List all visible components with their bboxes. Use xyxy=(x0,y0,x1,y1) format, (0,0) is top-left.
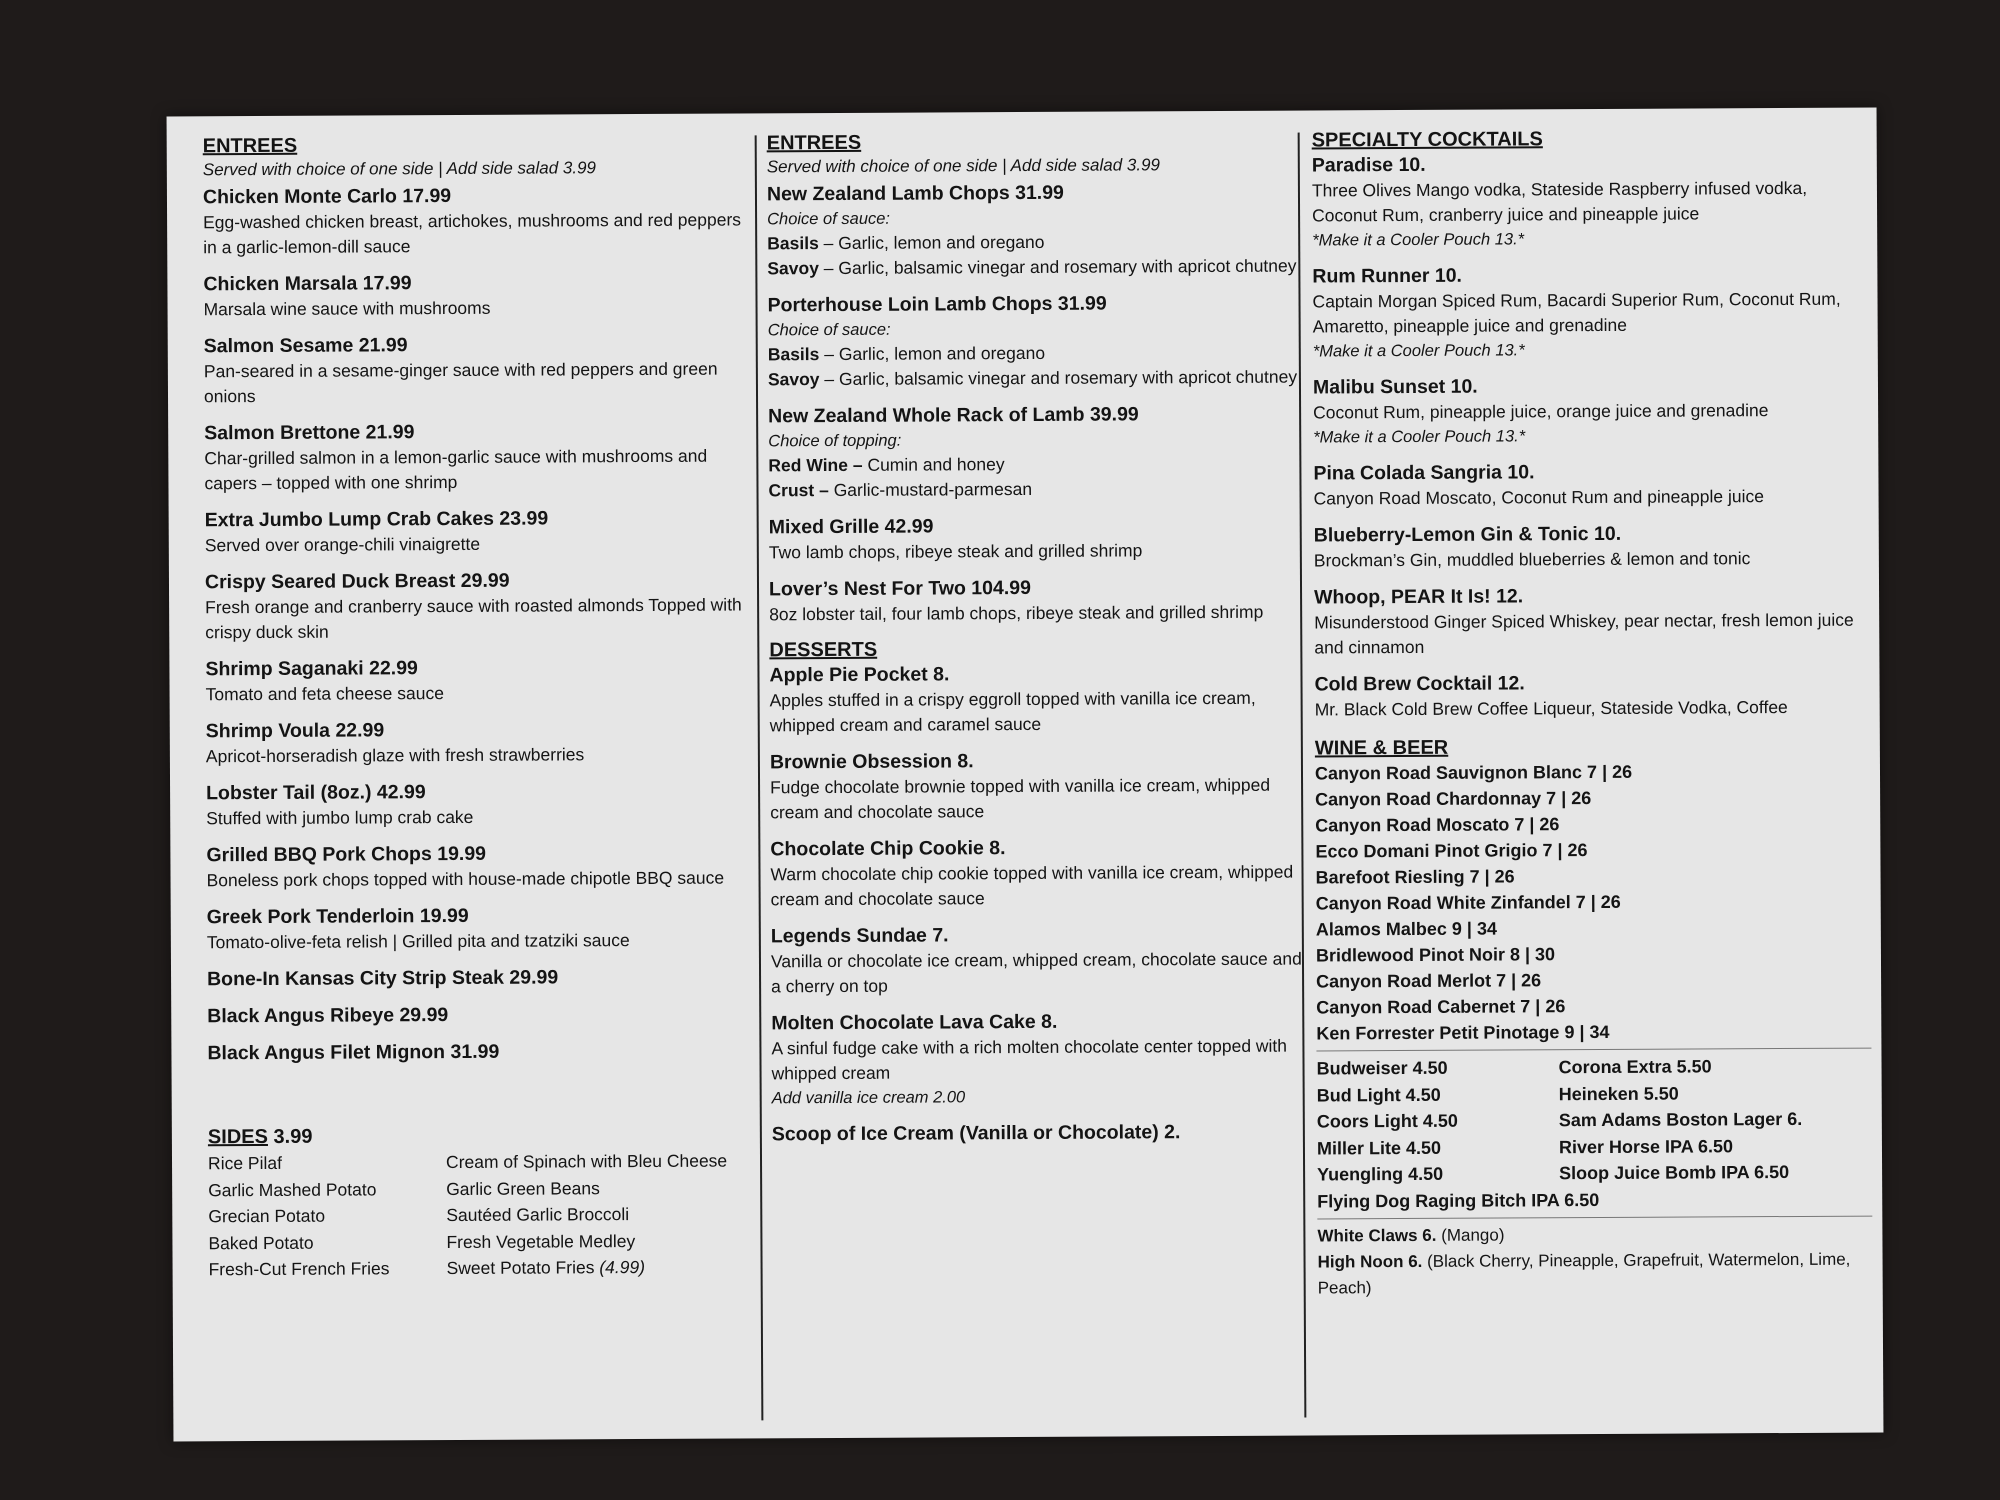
sides-price: 3.99 xyxy=(273,1125,313,1148)
sides-title: SIDES xyxy=(207,1125,268,1149)
menu-item: Scoop of Ice Cream (Vanilla or Chocolate) 2. xyxy=(771,1121,1181,1146)
menu-item xyxy=(1314,520,1869,574)
item-note: *Make it a Cooler Pouch 13.* xyxy=(1313,427,1526,447)
sides-left-column xyxy=(208,1149,447,1283)
list-item: Rice Pilaf xyxy=(207,1152,282,1174)
list-item: Bud Light 4.50 xyxy=(1316,1084,1441,1105)
list-item: Garlic Green Beans xyxy=(446,1177,600,1199)
menu-item xyxy=(206,715,746,769)
item-name: Blueberry-Lemon Gin & Tonic 10. xyxy=(1313,522,1622,547)
list-item: Canyon Road Merlot 7 | 26 xyxy=(1316,970,1542,992)
menu-item xyxy=(206,777,746,831)
item-name: Paradise 10. xyxy=(1311,153,1426,177)
desserts-title: DESSERTS xyxy=(769,638,878,662)
item-name: Grilled BBQ Pork Chops 19.99 xyxy=(206,842,487,867)
item-name: Rum Runner 10. xyxy=(1312,264,1462,288)
menu-item xyxy=(1314,582,1869,661)
list-item: Barefoot Riesling 7 | 26 xyxy=(1315,866,1515,888)
divider xyxy=(1317,1215,1872,1219)
menu-item xyxy=(769,660,1304,739)
sides-right-column xyxy=(446,1148,728,1282)
menu-item: New Zealand Whole Rack of Lamb 39.99 Choice of topping: Red Wine – Cumin and honey Crust – Garlic-mustard-parmesan xyxy=(768,403,1139,501)
item-name: Salmon Sesame 21.99 xyxy=(203,334,408,358)
item-description: Vanilla or chocolate ice cream, whipped cream, chocolate sauce and a cherry on top xyxy=(770,948,1302,997)
item-description: Coconut Rum, pineapple juice, orange juice and grenadine xyxy=(1313,400,1769,423)
divider xyxy=(1316,1048,1871,1052)
section-title: ENTREES xyxy=(766,131,862,155)
menu-item xyxy=(203,181,743,260)
list-item: Fresh-Cut French Fries xyxy=(208,1258,390,1280)
item-name: Black Angus Filet Mignon 31.99 xyxy=(207,1040,500,1065)
item-description: Warm chocolate chip cookie topped with vanilla ice cream, whipped cream and chocolate sauce xyxy=(770,861,1294,910)
menu-item xyxy=(1313,372,1868,450)
item-note: *Make it a Cooler Pouch 13.* xyxy=(1312,230,1525,250)
item-name: Crispy Seared Duck Breast 29.99 xyxy=(204,569,510,594)
list-item: Fresh Vegetable Medley xyxy=(446,1230,636,1252)
list-item: Sam Adams Boston Lager 6. xyxy=(1558,1108,1803,1131)
item-name: Pina Colada Sangria 10. xyxy=(1313,461,1535,485)
list-item: Canyon Road White Zinfandel 7 | 26 xyxy=(1315,891,1621,914)
item-name: Chicken Monte Carlo 17.99 xyxy=(202,184,452,209)
list-item: Canyon Road Chardonnay 7 | 26 xyxy=(1315,788,1592,810)
beer-list xyxy=(1316,1053,1872,1188)
item-name: Brownie Obsession 8. xyxy=(769,750,974,774)
item-name: Chicken Marsala 17.99 xyxy=(203,272,412,296)
list-item: Bridlewood Pinot Noir 8 | 30 xyxy=(1315,944,1556,966)
item-name: Cold Brew Cocktail 12. xyxy=(1314,672,1525,696)
list-item: Sautéed Garlic Broccoli xyxy=(446,1204,630,1226)
item-description: Mr. Black Cold Brew Coffee Liqueur, Stateside Vodka, Coffee xyxy=(1314,697,1788,720)
item-description: Misunderstood Ginger Spiced Whiskey, pear nectar, fresh lemon juice and cinnamon xyxy=(1314,609,1854,658)
column-divider xyxy=(755,135,764,1420)
list-item: Grecian Potato xyxy=(208,1205,326,1227)
sides-heading xyxy=(208,1121,748,1150)
item-description: Apricot-horseradish glaze with fresh strawberries xyxy=(205,744,585,767)
menu-item: Lover’s Nest For Two 104.99 8oz lobster tail, four lamb chops, ribeye steak and grilled shrimp xyxy=(768,576,1264,625)
list-item: Miller Lite 4.50 xyxy=(1316,1137,1442,1158)
item-description: Three Olives Mango vodka, Stateside Raspberry infused vodka, Coconut Rum, cranberry juice and pineapple juice xyxy=(1311,177,1808,226)
menu-item xyxy=(204,417,744,496)
section-title: ENTREES xyxy=(202,134,298,158)
menu-item: New Zealand Lamb Chops 31.99 Choice of sauce: Basils – Garlic, lemon and oregano Savoy – Garlic, balsamic vinegar and rosemary with apricot chutney xyxy=(766,181,1297,279)
list-item: Coors Light 4.50 xyxy=(1316,1110,1458,1132)
item-name: Extra Jumbo Lump Crab Cakes 23.99 xyxy=(204,507,549,532)
item-description: Tomato and feta cheese sauce xyxy=(205,683,444,705)
item-name: Salmon Brettone 21.99 xyxy=(204,421,415,445)
entree-list xyxy=(203,181,748,1066)
menu-item xyxy=(203,268,743,322)
menu-item xyxy=(205,566,745,645)
item-name: Chocolate Chip Cookie 8. xyxy=(770,837,1006,861)
item-description: Fudge chocolate brownie topped with vanilla ice cream, whipped cream and chocolate sauce xyxy=(770,774,1271,823)
item-name: Legends Sundae 7. xyxy=(770,924,949,948)
list-item: Alamos Malbec 9 | 34 xyxy=(1315,918,1497,940)
item-description: Served over orange-chili vinaigrette xyxy=(204,533,481,556)
item-name: Apple Pie Pocket 8. xyxy=(769,663,950,687)
list-item: Ken Forrester Petit Pinotage 9 | 34 xyxy=(1316,1021,1610,1044)
menu-item xyxy=(207,1037,747,1066)
wine-beer-title: WINE & BEER xyxy=(1314,736,1449,760)
item-name: Lobster Tail (8oz.) 42.99 xyxy=(206,781,426,805)
list-item: Yuengling 4.50 xyxy=(1317,1163,1444,1185)
menu-item xyxy=(1312,261,1868,364)
menu-item xyxy=(207,1000,747,1029)
menu-item xyxy=(1312,150,1868,253)
list-item: Flying Dog Raging Bitch IPA 6.50 xyxy=(1317,1189,1600,1211)
item-description: Pan-seared in a sesame-ginger sauce with red peppers and green onions xyxy=(203,358,718,407)
sides-list xyxy=(208,1147,749,1282)
menu-item xyxy=(1314,669,1869,723)
list-item: Sloop Juice Bomb IPA 6.50 xyxy=(1559,1162,1790,1184)
cocktails-title: SPECIALTY COCKTAILS xyxy=(1311,128,1543,152)
menu-item xyxy=(204,330,744,409)
item-description: Stuffed with jumbo lump crab cake xyxy=(206,806,474,829)
list-item: Baked Potato xyxy=(208,1232,314,1253)
item-description: Boneless pork chops topped with house-made chipotle BBQ sauce xyxy=(206,867,725,891)
list-item: Heineken 5.50 xyxy=(1558,1083,1679,1104)
drinks-column xyxy=(1312,126,1873,1301)
item-name: Black Angus Ribeye 29.99 xyxy=(207,1004,449,1028)
list-item: White Claws 6. (Mango) xyxy=(1317,1224,1505,1245)
list-item: Corona Extra 5.50 xyxy=(1558,1056,1712,1078)
list-item: Garlic Mashed Potato xyxy=(208,1178,377,1200)
dessert-list xyxy=(769,660,1306,1000)
menu-item xyxy=(207,963,747,992)
item-name: Whoop, PEAR It Is! 12. xyxy=(1314,585,1524,609)
list-item: High Noon 6. (Black Cherry, Pineapple, Grapefruit, Watermelon, Lime, Peach) xyxy=(1317,1249,1851,1297)
item-name: Greek Pork Tenderloin 19.99 xyxy=(206,904,469,929)
entrees-column-2 xyxy=(767,129,1307,1159)
list-item: Ecco Domani Pinot Grigio 7 | 26 xyxy=(1315,840,1588,862)
entrees-column-1 xyxy=(203,131,749,1282)
item-description: Canyon Road Moscato, Coconut Rum and pineapple juice xyxy=(1313,486,1765,509)
cocktail-list xyxy=(1312,150,1870,723)
list-item: Canyon Road Sauvignon Blanc 7 | 26 xyxy=(1314,761,1633,784)
item-description: Brockman’s Gin, muddled blueberries & lemon and tonic xyxy=(1313,548,1751,571)
item-name: Bone-In Kansas City Strip Steak 29.99 xyxy=(207,966,559,991)
wine-list xyxy=(1315,758,1871,1047)
menu-item: Mixed Grille 42.99 Two lamb chops, ribeye steak and grilled shrimp xyxy=(768,515,1143,563)
item-description: Apples stuffed in a crispy eggroll topped with vanilla ice cream, whipped cream and caramel sauce xyxy=(769,687,1256,736)
list-item: Cream of Spinach with Bleu Cheese xyxy=(445,1150,728,1173)
menu-item xyxy=(205,653,745,707)
section-subtitle: Served with choice of one side | Add side salad 3.99 xyxy=(766,155,1161,177)
menu-item: Molten Chocolate Lava Cake 8. A sinful fudge cake with a rich molten chocolate center topped with whipped cream Add vanilla ice cream 2.00 xyxy=(771,1010,1288,1108)
item-name: Shrimp Voula 22.99 xyxy=(205,719,385,743)
list-item: Sweet Potato Fries (4.99) xyxy=(446,1256,646,1279)
list-item: Canyon Road Cabernet 7 | 26 xyxy=(1316,996,1566,1018)
menu-item xyxy=(1313,458,1868,512)
item-description: Char-grilled salmon in a lemon-garlic sauce with mushrooms and capers – topped with one shrimp xyxy=(204,445,708,494)
menu-paper xyxy=(167,108,1884,1442)
menu-item xyxy=(770,834,1305,913)
item-name: Shrimp Saganaki 22.99 xyxy=(205,657,418,681)
item-description: Marsala wine sauce with mushrooms xyxy=(203,297,491,320)
menu-item xyxy=(770,747,1305,826)
item-description: Captain Morgan Spiced Rum, Bacardi Superior Rum, Coconut Rum, Amaretto, pineapple juice and grenadine xyxy=(1312,288,1841,337)
item-description: Fresh orange and cranberry sauce with roasted almonds Topped with crispy duck skin xyxy=(205,594,742,643)
menu-item: Porterhouse Loin Lamb Chops 31.99 Choice of sauce: Basils – Garlic, lemon and oregano Savoy – Garlic, balsamic vinegar and rosemary with apricot chutney xyxy=(767,292,1298,390)
menu-item xyxy=(207,901,747,955)
item-name: Malibu Sunset 10. xyxy=(1312,375,1478,399)
list-item: Budweiser 4.50 xyxy=(1316,1057,1448,1079)
item-note: *Make it a Cooler Pouch 13.* xyxy=(1312,341,1525,361)
section-subtitle: Served with choice of one side | Add side salad 3.99 xyxy=(202,158,597,180)
menu-item xyxy=(771,921,1306,1000)
menu-item xyxy=(206,839,746,893)
list-item: River Horse IPA 6.50 xyxy=(1558,1135,1734,1157)
menu-item xyxy=(205,504,745,558)
item-description: Egg-washed chicken breast, artichokes, mushrooms and red peppers in a garlic-lemon-dill sauce xyxy=(203,209,742,258)
list-item: Canyon Road Moscato 7 | 26 xyxy=(1315,814,1560,836)
item-description: Tomato-olive-feta relish | Grilled pita and tzatziki sauce xyxy=(206,930,630,953)
